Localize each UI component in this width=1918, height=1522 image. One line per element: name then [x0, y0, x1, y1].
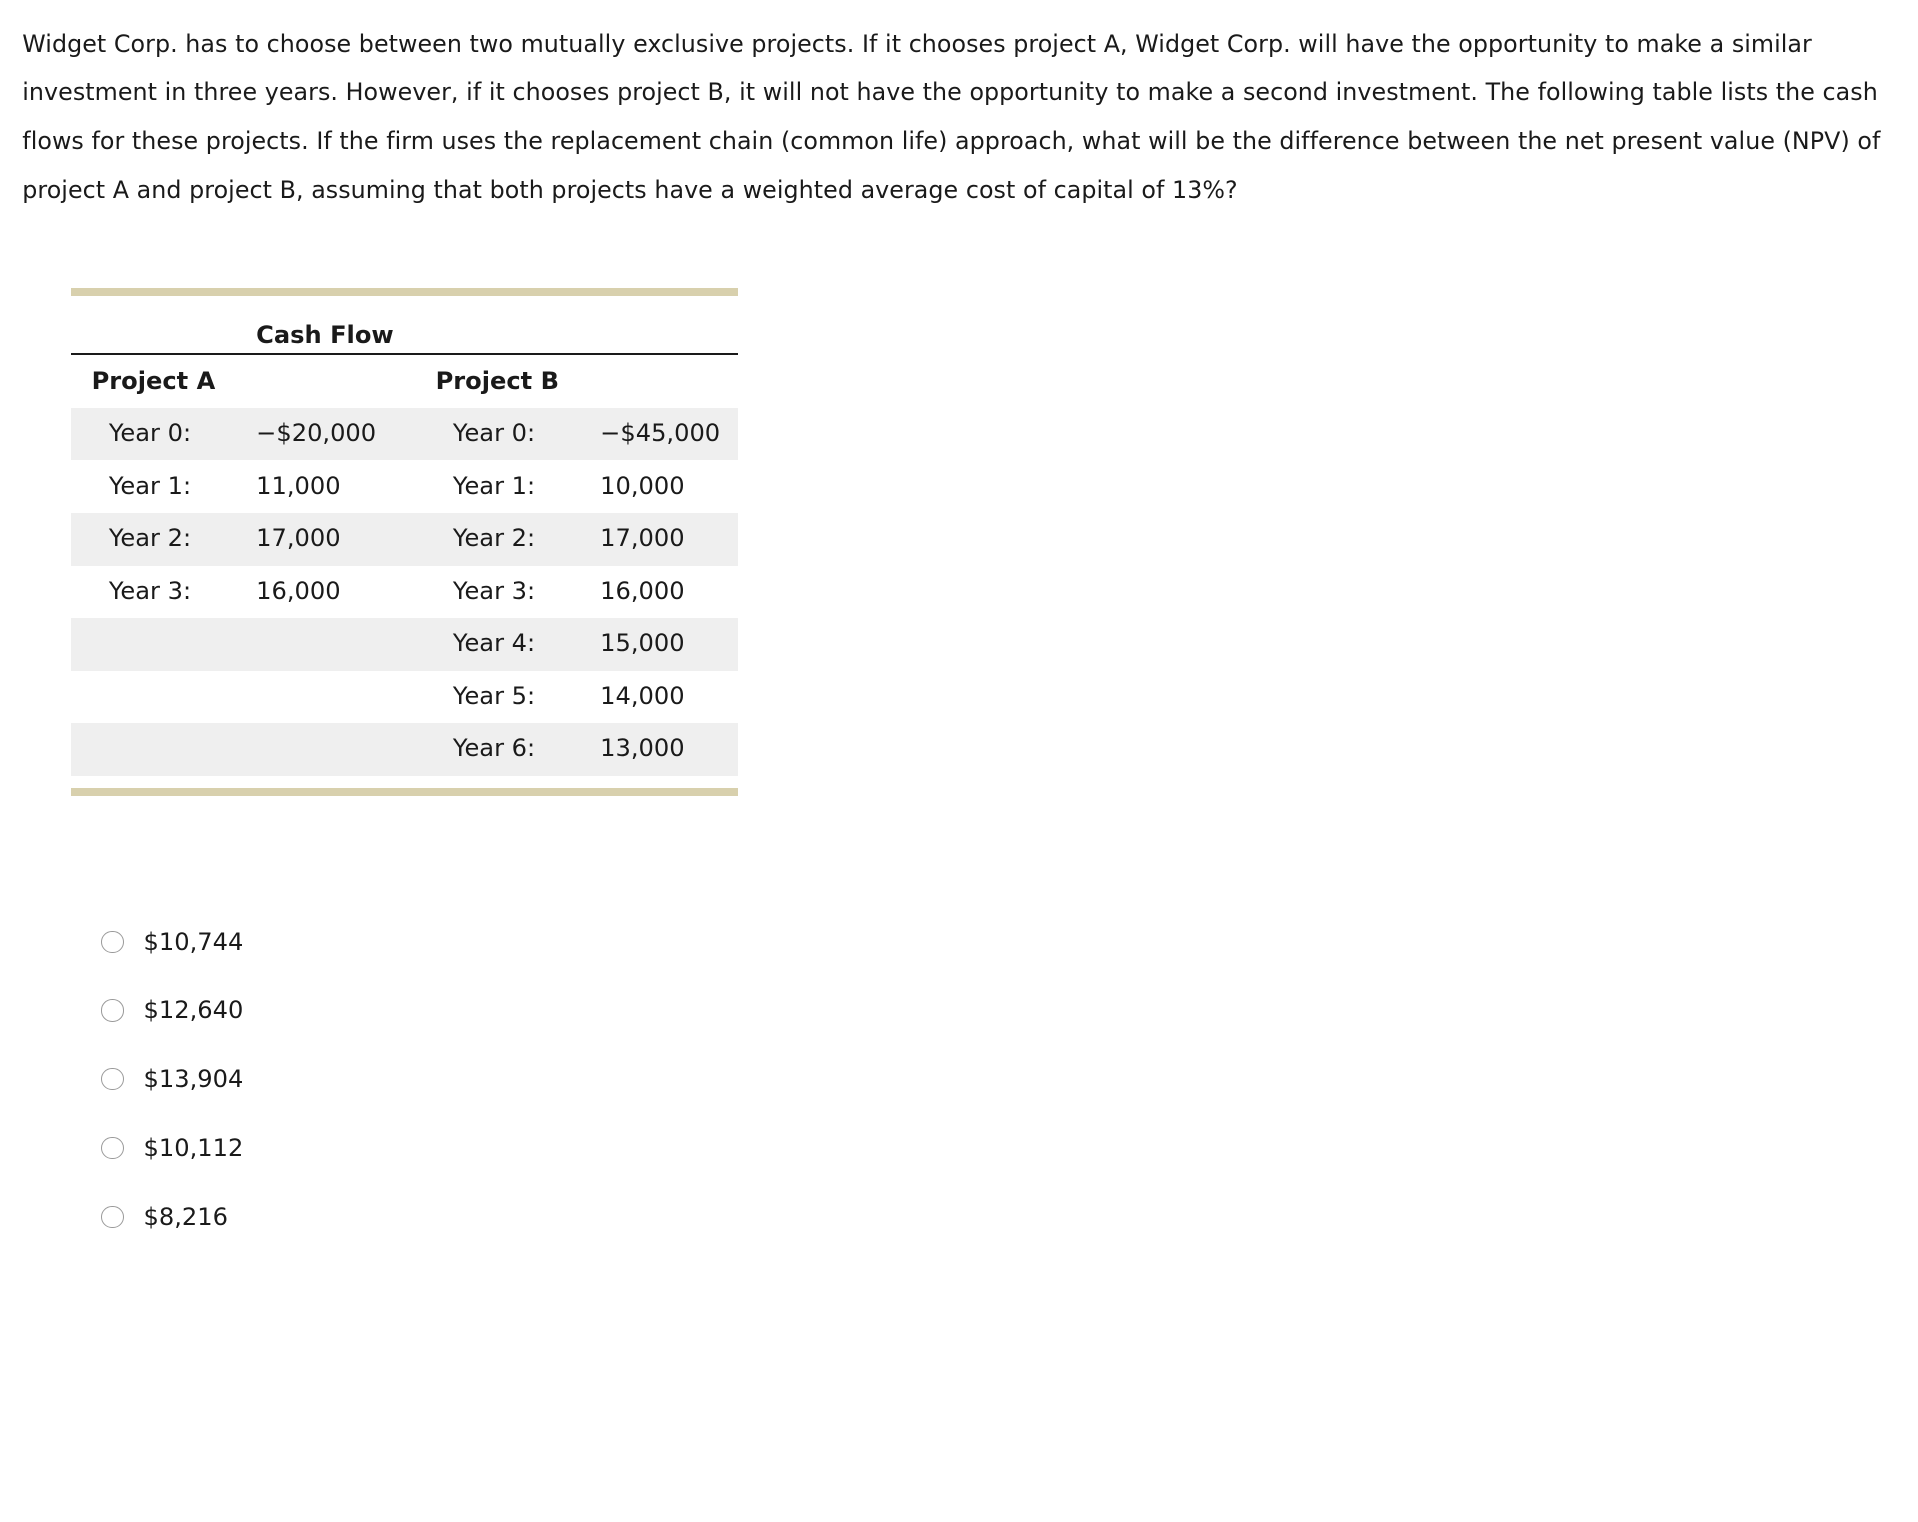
- project-b-cash-flow: 16,000: [600, 576, 685, 605]
- answer-option-label[interactable]: $8,216: [143, 1202, 228, 1231]
- table-top-rule: [71, 288, 738, 295]
- table-header: [71, 296, 738, 355]
- project-b-year: Year 3:: [452, 576, 536, 605]
- project-b-year: Year 5:: [452, 681, 536, 710]
- answer-option[interactable]: [101, 1196, 243, 1265]
- project-b-year: Year 1:: [452, 471, 536, 500]
- answer-option[interactable]: [101, 1058, 243, 1127]
- answer-option-label[interactable]: $12,640: [143, 996, 244, 1025]
- project-a-year: Year 0:: [108, 419, 192, 447]
- table-row: [71, 671, 738, 724]
- question-text: Widget Corp. has to choose between two mutually exclusive projects. If it chooses project A, Widget Corp. will have the opportunity to make a similar investment in three years. However, if it chooses project B, it will not have the opportunity to make a second investment. The following table lists the cash flows for these projects. If the firm uses the replacement chain (common life) approach, what will be the difference between the net present value (NPV) of project A and project B, assuming that both projects have a weighted average cost of capital of 13%?: [22, 29, 1881, 204]
- cash-flow-heading: Cash Flow: [256, 320, 394, 349]
- project-b-year: Year 6:: [452, 734, 536, 763]
- answer-option[interactable]: [101, 989, 243, 1058]
- project-b-cash-flow: 13,000: [600, 734, 685, 763]
- answer-option[interactable]: [101, 921, 243, 990]
- project-b-cash-flow: 14,000: [600, 681, 685, 710]
- table-row: [71, 618, 738, 671]
- radio-button[interactable]: [101, 999, 123, 1021]
- project-a-year: Year 1:: [108, 471, 192, 500]
- answer-option[interactable]: [101, 1127, 243, 1196]
- project-a-cash-flow: −$20,000: [256, 419, 377, 447]
- table-row: [71, 408, 738, 461]
- cash-flow-table: [71, 288, 738, 795]
- radio-button[interactable]: [101, 1206, 123, 1228]
- project-b-year: Year 2:: [452, 524, 536, 553]
- answer-option-label[interactable]: $13,904: [143, 1065, 244, 1094]
- project-b-cash-flow: 15,000: [600, 629, 685, 658]
- radio-button[interactable]: [101, 931, 123, 953]
- table-row: [71, 513, 738, 566]
- table-bottom-rule: [71, 788, 738, 795]
- project-a-cash-flow: 11,000: [256, 471, 341, 500]
- project-a-year: Year 2:: [108, 524, 192, 553]
- radio-button[interactable]: [101, 1068, 123, 1090]
- table-row: [71, 723, 738, 776]
- project-b-cash-flow: 10,000: [600, 471, 685, 500]
- project-b-year: Year 0:: [452, 419, 536, 447]
- answer-option-label[interactable]: $10,112: [143, 1134, 244, 1163]
- answer-options: [101, 921, 243, 1265]
- project-b-label: Project B: [435, 367, 559, 396]
- radio-button[interactable]: [101, 1137, 123, 1159]
- project-a-cash-flow: 16,000: [256, 576, 341, 605]
- project-b-cash-flow: −$45,000: [600, 419, 721, 447]
- project-b-cash-flow: 17,000: [600, 524, 685, 553]
- table-row: [71, 460, 738, 513]
- project-a-cash-flow: 17,000: [256, 524, 341, 553]
- answer-option-label[interactable]: $10,744: [143, 927, 244, 956]
- project-a-label: Project A: [91, 367, 216, 396]
- project-a-year: Year 3:: [108, 576, 192, 605]
- table-row: [71, 566, 738, 619]
- project-labels-row: [71, 355, 738, 408]
- project-b-year: Year 4:: [452, 629, 536, 658]
